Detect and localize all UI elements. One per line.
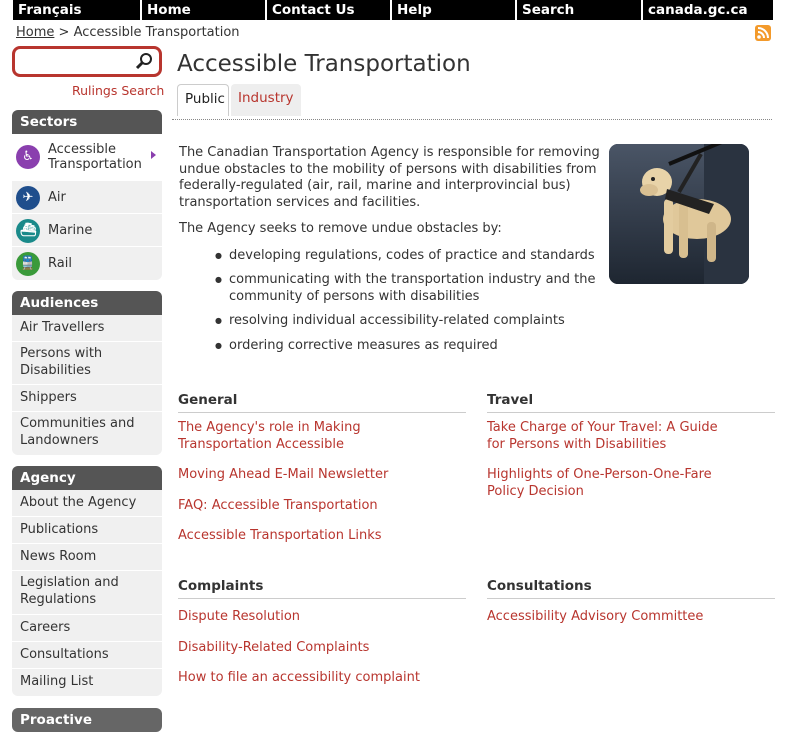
agency-heading: Agency: [12, 466, 162, 490]
complaints-section: [178, 578, 466, 687]
newsletter-link[interactable]: Moving Ahead E-Mail Newsletter: [178, 467, 389, 482]
sidebar-item-accessible-transportation[interactable]: [12, 134, 162, 181]
sidebar-item-mailing-list[interactable]: Mailing List: [20, 674, 94, 689]
list-item: ● ordering corrective measures as required: [229, 338, 604, 355]
faq-link[interactable]: FAQ: Accessible Transportation: [178, 497, 378, 513]
section-heading: General: [178, 392, 466, 413]
sidebar-item-careers[interactable]: Careers: [12, 615, 162, 642]
travel-guide-link[interactable]: Take Charge of Your Travel: A Guide for Persons with Disabilities: [487, 420, 718, 452]
wheelchair-icon: ♿: [16, 145, 40, 169]
intro-paragraph: The Canadian Transportation Agency is responsible for removing undue obstacles to the mobility of persons with disabilities from federally-regulated (air, rail, marine and interprovincial bus) transportation services and facilities.: [179, 145, 600, 210]
sidebar-item-consultations[interactable]: Consultations: [12, 642, 162, 669]
sectors-list: [12, 134, 162, 280]
tab-industry[interactable]: Industry: [231, 84, 301, 116]
advisory-committee-link[interactable]: Accessibility Advisory Committee: [487, 609, 704, 624]
breadcrumb-home[interactable]: Home: [16, 25, 55, 40]
breadcrumb-current: Accessible Transportation: [73, 25, 240, 40]
intro-paragraph: The Agency seeks to remove undue obstacles by:: [179, 221, 502, 236]
list-item: ● resolving individual accessibility-related complaints: [229, 313, 604, 330]
chevron-right-icon: [151, 151, 156, 159]
nav-home[interactable]: Home: [140, 0, 265, 20]
audiences-list: [12, 315, 162, 455]
general-section: [178, 392, 466, 545]
divider: [172, 119, 772, 120]
sidebar-item-shippers[interactable]: Shippers: [12, 385, 162, 412]
sidebar-item-label: Marine: [48, 223, 93, 238]
sidebar-item-label: Legislation and: [20, 575, 119, 590]
breadcrumb-separator: >: [54, 25, 74, 40]
sidebar-item-label: Persons with: [20, 346, 103, 361]
rulings-search-link[interactable]: Rulings Search: [72, 83, 165, 98]
train-icon: 🚆: [16, 252, 40, 276]
sidebar-item-label: Rail: [48, 256, 72, 271]
list-item: ● communicating with the transportation industry and the community of persons with disabilities: [229, 272, 604, 305]
nav-francais[interactable]: Français: [18, 2, 82, 18]
sidebar-item-rail[interactable]: [12, 247, 162, 280]
rss-icon[interactable]: [755, 25, 771, 41]
sidebar-item-label: Air: [48, 190, 66, 205]
tab-public[interactable]: Public: [177, 84, 229, 116]
search-box: [12, 46, 162, 77]
guide-dog-image: [609, 144, 749, 284]
list-item: ● developing regulations, codes of practice and standards: [229, 248, 604, 265]
sidebar-item-label: Disabilities: [20, 363, 91, 378]
file-complaint-link[interactable]: How to file an accessibility complaint: [178, 670, 420, 685]
sidebar-item-label: Regulations: [20, 592, 97, 607]
sidebar-item-news-room[interactable]: News Room: [12, 544, 162, 571]
sidebar-item-publications[interactable]: Publications: [12, 517, 162, 544]
breadcrumb: [16, 25, 240, 40]
obstacles-list: [179, 248, 604, 355]
section-heading: Complaints: [178, 578, 466, 599]
intro-text: [179, 145, 604, 362]
sidebar-item-persons-with-disabilities[interactable]: [12, 342, 162, 385]
sidebar-item-marine[interactable]: [12, 214, 162, 247]
nav-search[interactable]: Search: [515, 0, 641, 20]
proactive-disclosure-link[interactable]: Proactive Disclosure: [12, 708, 162, 732]
travel-section: [487, 392, 775, 500]
sectors-heading: Sectors: [12, 110, 162, 134]
sidebar-item-label: Accessible: [48, 142, 116, 157]
search-input[interactable]: [21, 53, 137, 72]
nav-contact-us[interactable]: Contact Us: [265, 0, 390, 20]
sidebar-item-air-travellers[interactable]: Air Travellers: [12, 315, 162, 342]
top-nav-bar: [13, 0, 773, 20]
sidebar-item-communities-landowners[interactable]: [12, 412, 162, 455]
sidebar-item-label: Transportation: [48, 157, 142, 172]
dispute-resolution-link[interactable]: Dispute Resolution: [178, 609, 301, 624]
sidebar-item-label: Communities and: [20, 416, 135, 431]
nav-canada-gc-ca[interactable]: canada.gc.ca: [641, 0, 773, 20]
accessible-links-link[interactable]: Accessible Transportation Links: [178, 528, 382, 543]
page-title: Accessible Transportation: [177, 51, 471, 77]
search-icon[interactable]: [134, 52, 154, 72]
sidebar-item-legislation-regulations[interactable]: [12, 571, 162, 615]
disability-complaints-link[interactable]: Disability-Related Complaints: [178, 639, 370, 655]
audiences-heading: Audiences: [12, 291, 162, 315]
sidebar-item-about-the-agency[interactable]: About the Agency: [12, 490, 162, 517]
agency-list: [12, 490, 162, 696]
sidebar-item-air[interactable]: [12, 181, 162, 214]
sidebar-item-label: Landowners: [20, 433, 99, 448]
one-person-one-fare-link[interactable]: Highlights of One-Person-One-Fare Policy Decision: [487, 467, 712, 499]
airplane-icon: ✈: [16, 186, 40, 210]
agency-role-link[interactable]: The Agency's role in Making Transportation Accessible: [178, 420, 361, 452]
nav-help[interactable]: Help: [390, 0, 515, 20]
section-heading: Travel: [487, 392, 775, 413]
consultations-section: [487, 578, 775, 626]
section-heading: Consultations: [487, 578, 775, 599]
ship-icon: ⛴: [16, 219, 40, 243]
